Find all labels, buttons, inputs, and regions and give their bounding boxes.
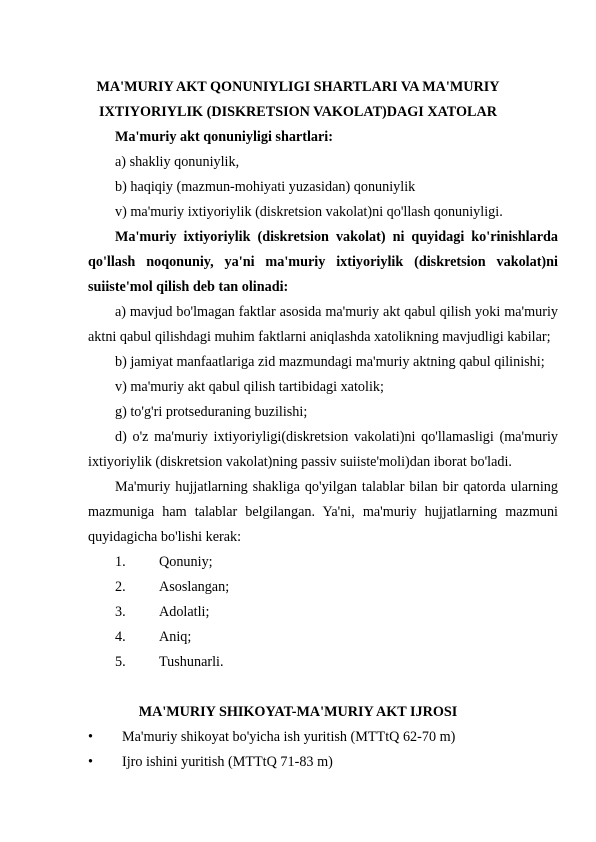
abuse-item-d-cont: ixtiyoriylik (diskretsion vakolat)ning passiv suiiste'moli)dan iborat bo'ladi.	[88, 454, 512, 470]
abuse-item-g: g) to'g'ri protseduraning buzilishi;	[115, 404, 308, 420]
section2-title: MA'MURIY SHIKOYAT-MA'MURIY AKT IJROSI	[138, 704, 458, 720]
abuse-item-v: v) ma'muriy akt qabul qilish tartibidagi xatolik;	[115, 379, 384, 395]
requirement-number: 3.	[115, 604, 126, 620]
requirement-text: Tushunarli.	[159, 654, 224, 670]
abuse-item-d: d) o'z ma'muriy ixtiyoriyligi(diskretsion vakolati)ni qo'llamasligi (ma'muriy	[115, 429, 558, 445]
bullet-mark: •	[88, 754, 93, 770]
requirement-number: 1.	[115, 554, 126, 570]
doc-title-line-2: IXTIYORIYLIK (DISKRETSION VAKOLAT)DAGI XATOLAR	[99, 104, 497, 120]
conditions-heading: Ma'muriy akt qonuniyligi shartlari:	[115, 129, 333, 145]
doc-title-line-1: MA'MURIY AKT QONUNIYLIGI SHARTLARI VA MA'MURIY	[96, 79, 500, 95]
requirement-text: Aniq;	[159, 629, 192, 645]
requirement-number: 5.	[115, 654, 126, 670]
condition-item: b) haqiqiy (mazmun-mohiyati yuzasidan) qonuniylik	[115, 179, 416, 195]
requirement-number: 4.	[115, 629, 126, 645]
requirements-paragraph-line: mazmuniga ham talablar belgilangan. Ya'ni, ma'muriy hujjatlarning mazmuni	[88, 504, 558, 520]
abuse-item-a-cont: aktni qabul qilishdagi muhim faktlarni aniqlashda xatolikning mavjudligi kabilar;	[88, 329, 551, 345]
abuse-heading-line: suiiste'mol qilish deb tan olinadi:	[88, 279, 289, 295]
abuse-item-b: b) jamiyat manfaatlariga zid mazmundagi ma'muriy aktning qabul qilinishi;	[115, 354, 545, 370]
requirements-paragraph-line: Ma'muriy hujjatlarning shakliga qo'yilgan talablar bilan bir qatorda ularning	[115, 479, 558, 495]
abuse-heading-line: qo'llash noqonuniy, ya'ni ma'muriy ixtiyoriylik (diskretsion vakolat)ni	[88, 254, 558, 270]
bullet-text: Ijro ishini yuritish (MTTtQ 71-83 m)	[122, 754, 333, 770]
bullet-mark: •	[88, 729, 93, 745]
condition-item: a) shakliy qonuniylik,	[115, 154, 240, 170]
condition-item: v) ma'muriy ixtiyoriylik (diskretsion vakolat)ni qo'llash qonuniyligi.	[115, 204, 503, 220]
requirements-paragraph-line: quyidagicha bo'lishi kerak:	[88, 529, 242, 545]
abuse-item-a: a) mavjud bo'lmagan faktlar asosida ma'muriy akt qabul qilish yoki ma'muriy	[115, 304, 558, 320]
abuse-heading-line: Ma'muriy ixtiyoriylik (diskretsion vakolat) ni quyidagi ko'rinishlarda	[115, 229, 558, 245]
requirement-number: 2.	[115, 579, 126, 595]
requirement-text: Qonuniy;	[159, 554, 213, 570]
bullet-text: Ma'muriy shikoyat bo'yicha ish yuritish (MTTtQ 62-70 m)	[122, 729, 456, 745]
requirement-text: Asoslangan;	[159, 579, 230, 595]
requirement-text: Adolatli;	[159, 604, 210, 620]
